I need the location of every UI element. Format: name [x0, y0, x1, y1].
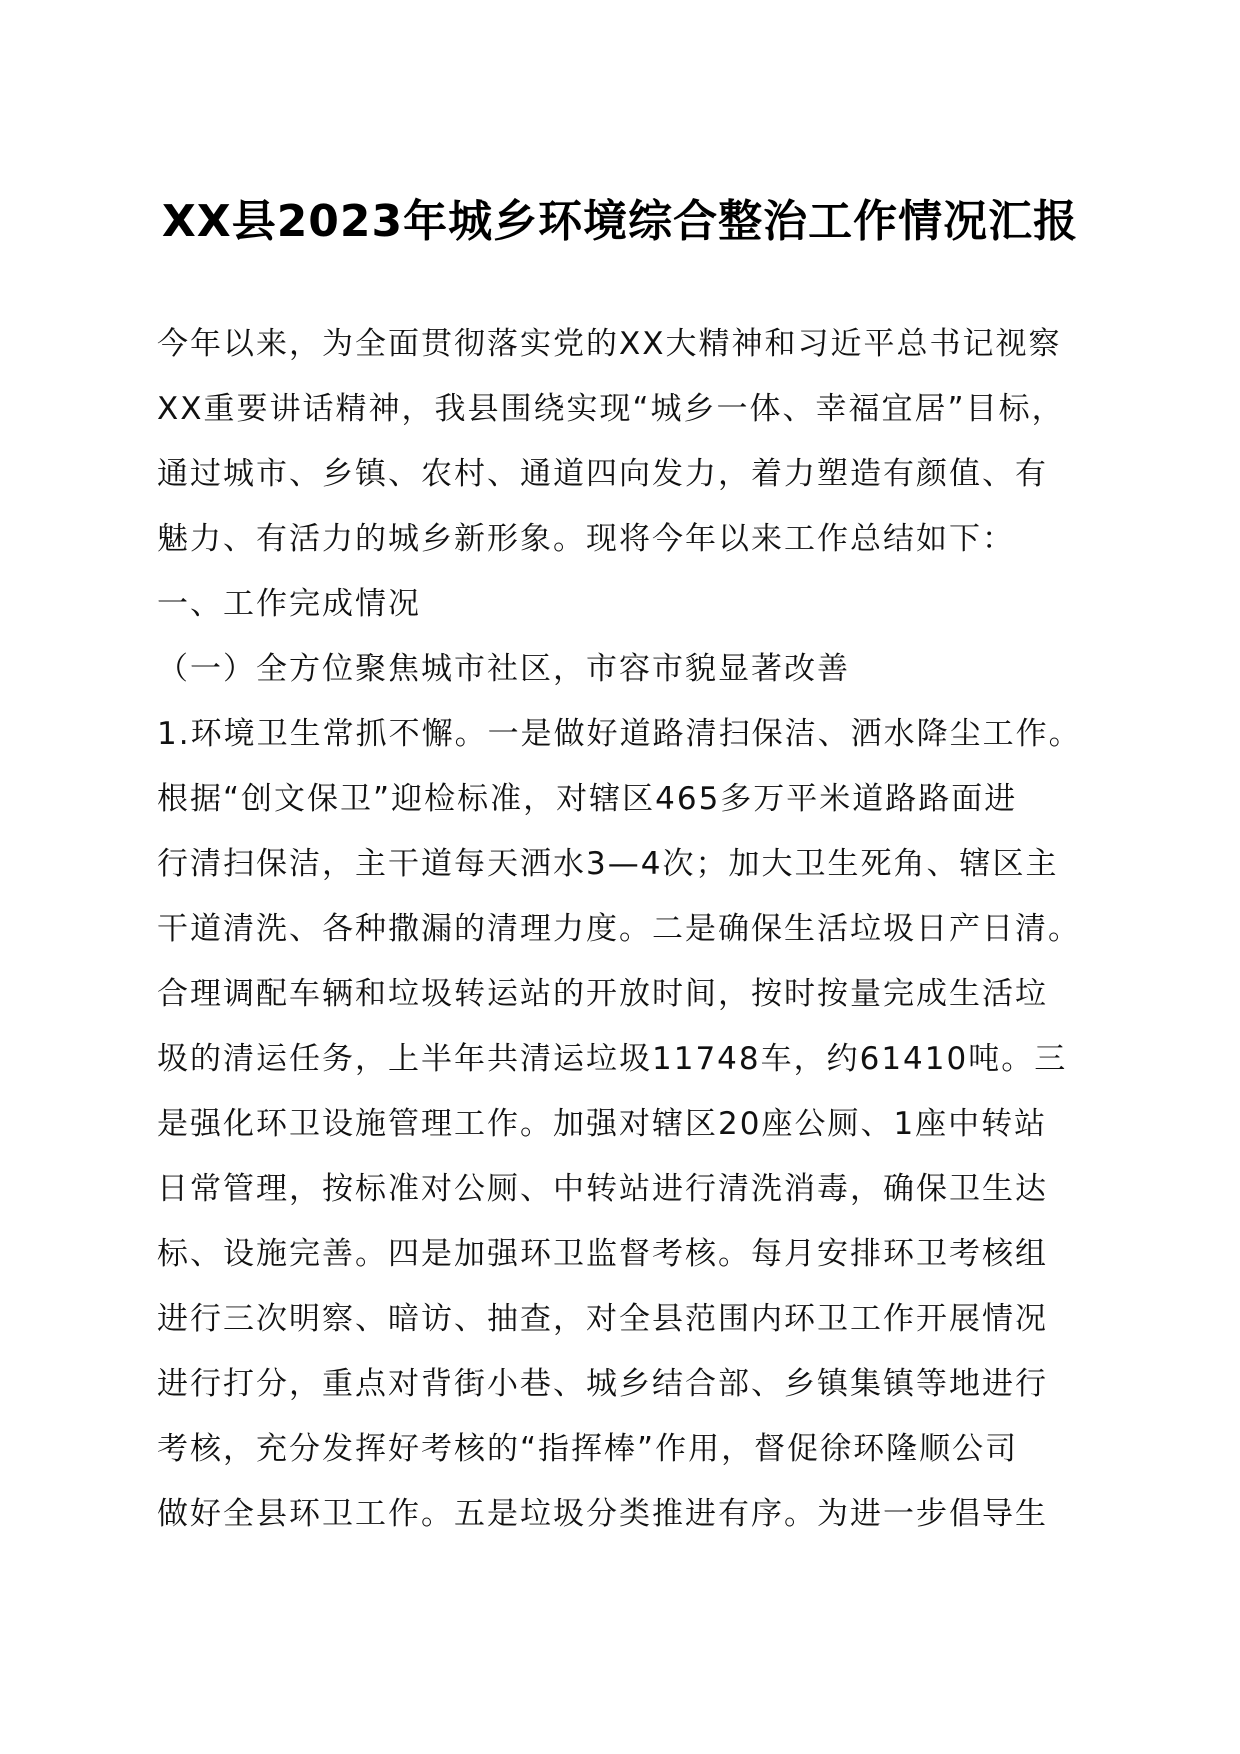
- body-line-2: XX重要讲话精神，我县围绕实现“城乡一体、幸福宜居”目标，: [157, 391, 1065, 427]
- body-line-13: 是强化环卫设施管理工作。加强对辖区20座公厕、1座中转站: [157, 1106, 1048, 1142]
- body-line-7: 1.环境卫生常抓不懈。一是做好道路清扫保洁、洒水降尘工作。: [157, 716, 1082, 752]
- document-title: XX县2023年城乡环境综合整治工作情况汇报: [161, 196, 1079, 247]
- body-line-16: 进行三次明察、暗访、抽查，对全县范围内环卫工作开展情况: [157, 1301, 1048, 1337]
- section-heading: 一、工作完成情况: [157, 586, 421, 622]
- body-line-10: 干道清洗、各种撒漏的清理力度。二是确保生活垃圾日产日清。: [157, 911, 1081, 947]
- body-line-11: 合理调配车辆和垃圾转运站的开放时间，按时按量完成生活垃: [157, 976, 1048, 1012]
- body-line-19: 做好全县环卫工作。五是垃圾分类推进有序。为进一步倡导生: [157, 1496, 1048, 1532]
- body-line-14: 日常管理，按标准对公厕、中转站进行清洗消毒，确保卫生达: [157, 1171, 1048, 1207]
- body-line-17: 进行打分，重点对背街小巷、城乡结合部、乡镇集镇等地进行: [157, 1366, 1048, 1402]
- body-line-1: 今年以来，为全面贯彻落实党的XX大精神和习近平总书记视察: [157, 326, 1062, 362]
- body-line-9: 行清扫保洁，主干道每天洒水3—4次；加大卫生死角、辖区主: [157, 846, 1059, 882]
- body-line-15: 标、设施完善。四是加强环卫监督考核。每月安排环卫考核组: [157, 1236, 1048, 1272]
- subsection-heading: （一）全方位聚焦城市社区，市容市貌显著改善: [157, 651, 850, 687]
- body-line-4: 魅力、有活力的城乡新形象。现将今年以来工作总结如下：: [157, 521, 1015, 557]
- body-line-18: 考核，充分发挥好考核的“指挥棒”作用，督促徐环隆顺公司: [157, 1431, 1019, 1467]
- body-line-8: 根据“创文保卫”迎检标准，对辖区465多万平米道路路面进: [157, 781, 1018, 817]
- body-line-12: 圾的清运任务，上半年共清运垃圾11748车，约61410吨。三: [157, 1041, 1068, 1077]
- body-line-3: 通过城市、乡镇、农村、通道四向发力，着力塑造有颜值、有: [157, 456, 1048, 492]
